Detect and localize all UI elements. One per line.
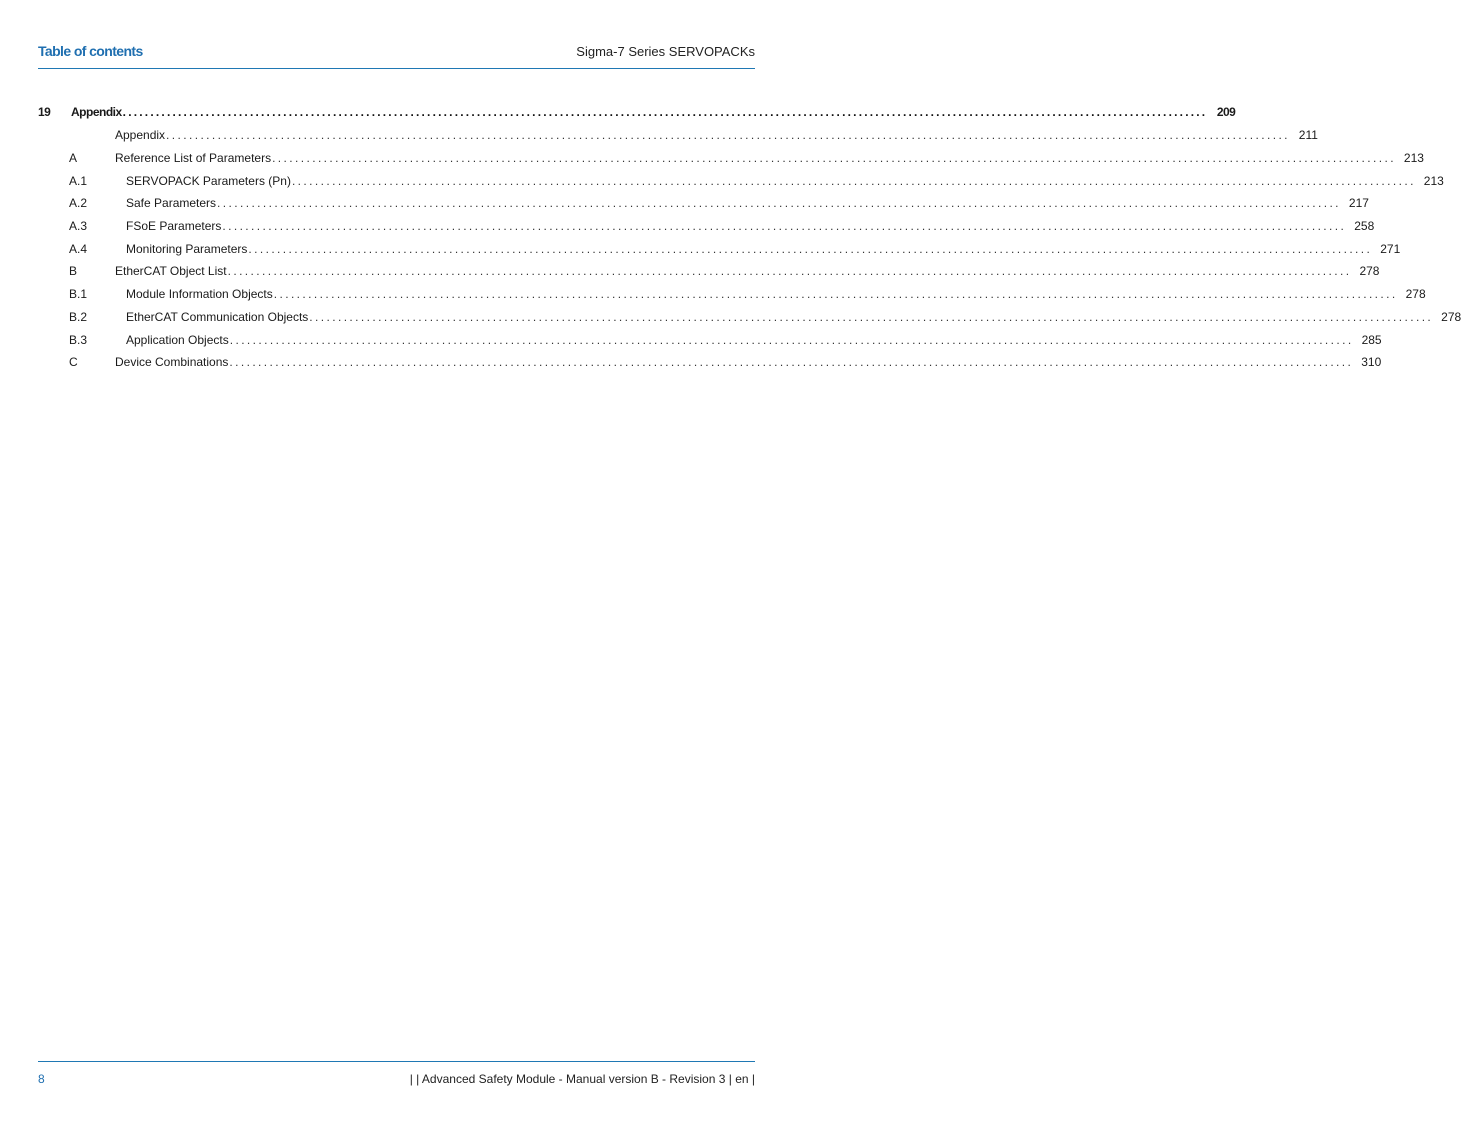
toc-entry-page: 278 bbox=[1405, 287, 1426, 302]
toc-entry-number: A.3 bbox=[69, 219, 88, 234]
toc-dot-leader: .................................................................................................................................................................................................... bbox=[229, 332, 1354, 347]
footer-page-number: 8 bbox=[38, 1072, 45, 1086]
toc-entry-row[interactable] bbox=[38, 169, 1444, 192]
toc-entry-title: EtherCAT Communication Objects bbox=[126, 309, 309, 324]
toc-entry-title: FSoE Parameters bbox=[126, 219, 222, 234]
toc-entry-page: 258 bbox=[1354, 219, 1375, 234]
toc-entry-title: Module Information Objects bbox=[126, 287, 273, 302]
toc-entry-page: 213 bbox=[1423, 173, 1444, 188]
toc-dot-leader: .................................................................................................................................................................................................... bbox=[272, 151, 1396, 166]
toc-entry-row[interactable] bbox=[38, 124, 1318, 147]
toc-entry-row[interactable] bbox=[38, 351, 1382, 374]
toc-entry-title: Device Combinations bbox=[115, 355, 229, 370]
toc-dot-leader: .................................................................................................................................................................................................... bbox=[273, 287, 1398, 302]
toc-entry-row[interactable] bbox=[38, 237, 1401, 260]
toc-entry-number: A bbox=[69, 151, 78, 166]
toc-entry-title: Reference List of Parameters bbox=[115, 151, 272, 166]
page-footer bbox=[38, 1061, 755, 1092]
toc-entry-number: A.1 bbox=[69, 173, 88, 188]
toc-entry-page: 211 bbox=[1298, 128, 1318, 143]
toc-entry-page: 310 bbox=[1361, 355, 1382, 370]
toc-entry-row[interactable] bbox=[38, 306, 1461, 329]
toc-dot-leader: .................................................................................................................................................................................................... bbox=[291, 173, 1416, 188]
toc-entry-row[interactable] bbox=[38, 147, 1424, 170]
toc-entry-number: B.3 bbox=[69, 332, 88, 347]
toc-entry-row[interactable] bbox=[38, 215, 1375, 238]
toc-dot-leader: .................................................................................................................................................................................................... bbox=[217, 196, 1341, 211]
toc-chapter-row[interactable] bbox=[38, 100, 1236, 124]
toc-entry-number: A.2 bbox=[69, 196, 88, 211]
toc-entry-page: 285 bbox=[1361, 332, 1382, 347]
toc-dot-leader: .................................................................................................................................................................................................... bbox=[222, 219, 1347, 234]
toc-entry-row[interactable] bbox=[38, 192, 1369, 215]
toc-entry-number: B.2 bbox=[69, 309, 88, 324]
toc-entry-title: Application Objects bbox=[126, 332, 229, 347]
table-of-contents bbox=[38, 100, 1461, 374]
toc-entry-page: 278 bbox=[1359, 264, 1380, 279]
footer-document-info: | | Advanced Safety Module - Manual version B - Revision 3 | en | bbox=[409, 1072, 755, 1086]
toc-entry-number: B.1 bbox=[69, 287, 88, 302]
toc-entry-row[interactable] bbox=[38, 283, 1426, 306]
toc-entry-row[interactable] bbox=[38, 260, 1380, 283]
toc-dot-leader: .................................................................................................................................................................................................... bbox=[229, 355, 1354, 370]
toc-entry-number: A.4 bbox=[69, 241, 88, 256]
header-section-title: Table of contents bbox=[38, 43, 143, 59]
toc-entry-title: Safe Parameters bbox=[126, 196, 217, 211]
toc-dot-leader: .................................................................................................................................................................................................... bbox=[166, 128, 1290, 143]
header-document-title: Sigma-7 Series SERVOPACKs bbox=[576, 44, 755, 59]
toc-entry-page: 213 bbox=[1403, 151, 1424, 166]
toc-entry-number: B bbox=[69, 264, 78, 279]
toc-entry-title: Appendix bbox=[115, 128, 166, 143]
toc-entry-title: Monitoring Parameters bbox=[126, 241, 248, 256]
toc-chapter-title: Appendix bbox=[71, 105, 122, 119]
toc-entry-page: 271 bbox=[1380, 241, 1401, 256]
toc-dot-leader: .................................................................................................................................................................................................... bbox=[309, 309, 1434, 324]
toc-entry-title: EtherCAT Object List bbox=[115, 264, 227, 279]
toc-entry-number: C bbox=[69, 355, 78, 370]
toc-entry-row[interactable] bbox=[38, 328, 1382, 351]
toc-chapter-number: 19 bbox=[38, 105, 51, 119]
toc-entry-page: 278 bbox=[1441, 309, 1461, 324]
toc-dot-leader: .................................................................................................................................................................................................... bbox=[248, 241, 1373, 256]
toc-entry-page: 217 bbox=[1348, 196, 1369, 211]
toc-dot-leader: .................................................................................................................................................................................................... bbox=[227, 264, 1352, 279]
page-header bbox=[38, 38, 755, 69]
toc-chapter-page: 209 bbox=[1216, 105, 1236, 119]
toc-entry-title: SERVOPACK Parameters (Pn) bbox=[126, 173, 291, 188]
toc-dot-leader: .................................................................................................................................................................................................... bbox=[122, 105, 1208, 119]
